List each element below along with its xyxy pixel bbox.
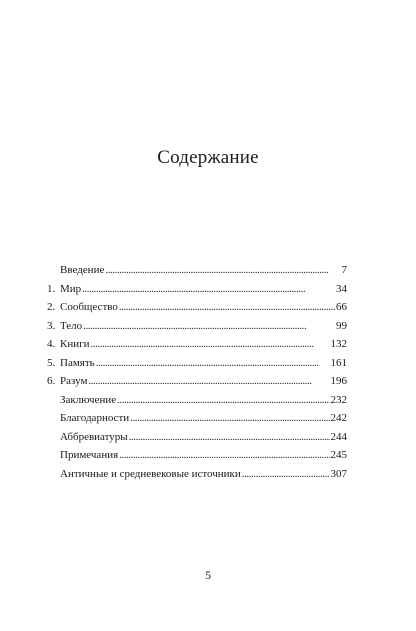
toc-entry-number: 1. [47,282,56,295]
toc-entry-page: 244 [330,430,347,443]
toc-entry-sources[interactable] [60,466,347,483]
toc-entry-introduction[interactable] [60,262,347,279]
toc-entry-label: Аббревиатуры [60,430,128,443]
toc-leader-dots [91,336,330,353]
toc-entry-chapter-5[interactable] [47,355,347,372]
toc-leader-dots [119,447,329,464]
toc-entry-label: Сообщество [60,301,118,313]
toc-leader-dots [130,410,329,427]
toc-entry-page: 99 [336,319,347,332]
toc-entry-label: Примечания [60,449,119,461]
toc-entry-page: 7 [341,264,347,276]
toc-leader-dots [96,355,330,372]
toc-entry-page: 307 [330,467,347,480]
toc-entry-page: 245 [330,449,347,461]
toc-entry-chapter-2[interactable] [47,299,347,316]
toc-entry-label: Античные и средневековые источники [60,467,241,480]
toc-entry-label: Разум [60,375,88,387]
toc-entry-page: 66 [336,301,347,313]
toc-entry-chapter-3[interactable] [47,318,347,335]
toc-entry-chapter-4[interactable] [47,336,347,353]
page-title: Содержание [157,147,259,168]
toc-entry-label: Мир [60,282,82,295]
toc-entry-label: Заключение [60,393,117,406]
toc-leader-dots [119,299,335,316]
toc-entry-label: Память [60,356,95,369]
toc-leader-dots [242,466,330,483]
toc-entry-number: 4. [47,338,56,350]
toc-entry-number: 5. [47,356,56,369]
toc-leader-dots [129,429,330,446]
toc-entry-page: 196 [330,375,347,387]
toc-entry-notes[interactable] [60,447,347,464]
toc-entry-page: 232 [330,393,347,406]
toc-leader-dots [117,392,329,409]
toc-entry-conclusion[interactable] [60,392,347,409]
toc-entry-number: 2. [47,301,56,313]
toc-entry-abbreviations[interactable] [60,429,347,446]
toc-entry-label: Тело [60,319,83,332]
toc-entry-label: Введение [60,264,105,276]
toc-entry-page: 242 [330,412,347,424]
toc-entry-label: Благодарности [60,412,130,424]
toc-entry-number: 6. [47,375,56,387]
toc-entry-chapter-1[interactable] [47,281,347,298]
toc-entry-page: 132 [330,338,347,350]
toc-leader-dots [83,318,335,335]
toc-leader-dots [105,262,340,279]
toc-entry-chapter-6[interactable] [47,373,347,390]
toc-entry-label: Книги [60,338,90,350]
page-number: 5 [205,568,211,582]
toc-entry-acknowledgements[interactable] [60,410,347,427]
toc-entry-page: 161 [330,356,347,369]
toc-entry-number: 3. [47,319,56,332]
toc-leader-dots [82,281,335,298]
toc-entry-page: 34 [336,282,347,295]
toc-leader-dots [88,373,329,390]
